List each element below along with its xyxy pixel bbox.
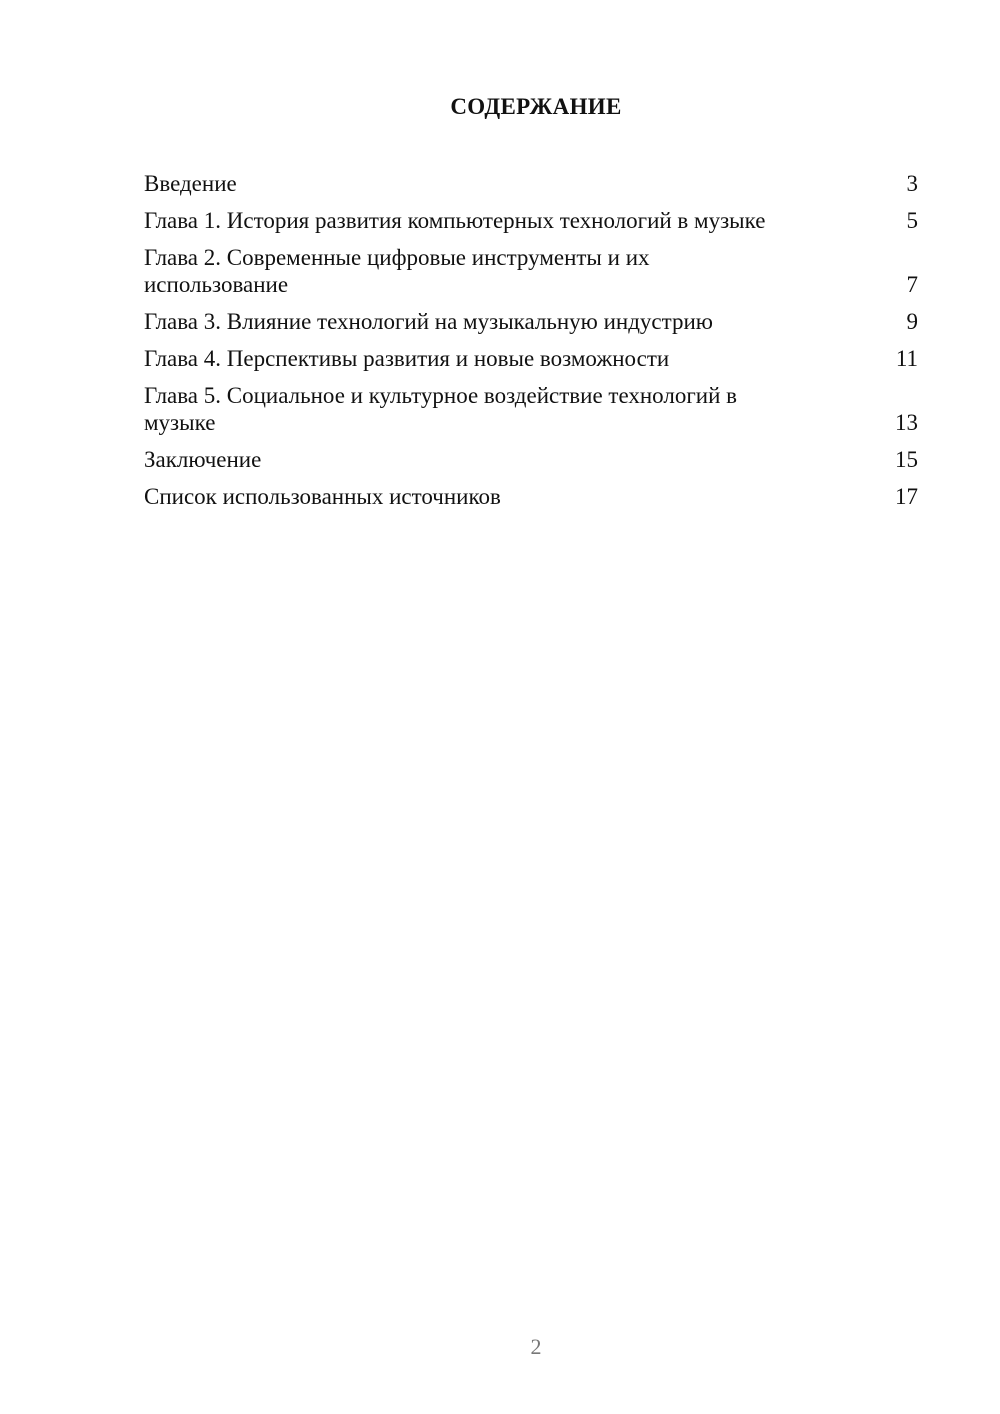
page-number: 2 [530, 1334, 542, 1359]
toc-entry-page: 9 [906, 309, 918, 334]
toc-entry-title: Список использованных источников [144, 484, 501, 509]
toc-entry-title: Глава 3. Влияние технологий на музыкальную индустрию [144, 309, 713, 334]
toc-entry-page: 17 [895, 484, 918, 509]
toc-entry-page: 13 [895, 410, 918, 435]
toc-entry-page: 7 [906, 272, 918, 297]
toc-entry-chapter-2 [144, 244, 918, 298]
toc-entry-chapter-5 [144, 382, 918, 436]
toc-entry-introduction [144, 170, 918, 197]
toc-entry-title: Введение [144, 171, 237, 196]
toc-entry-title: Глава 1. История развития компьютерных технологий в музыке [144, 208, 766, 233]
table-of-contents [144, 170, 918, 520]
toc-entry-conclusion [144, 446, 918, 473]
toc-entry-title: Глава 5. Социальное и культурное воздействие технологий в музыке [144, 383, 738, 435]
toc-entry-chapter-1 [144, 207, 918, 234]
toc-entry-title: Глава 2. Современные цифровые инструменты и их использование [144, 245, 650, 297]
toc-entry-references [144, 483, 918, 510]
toc-entry-page: 11 [895, 346, 918, 371]
toc-entry-title: Заключение [144, 447, 262, 472]
toc-entry-chapter-3 [144, 308, 918, 335]
toc-entry-title: Глава 4. Перспективы развития и новые возможности [144, 346, 670, 371]
page-title: СОДЕРЖАНИЕ [450, 94, 622, 119]
toc-entry-page: 3 [906, 171, 918, 196]
toc-entry-page: 5 [906, 208, 918, 233]
toc-entry-page: 15 [895, 447, 918, 472]
toc-entry-chapter-4 [144, 345, 918, 372]
